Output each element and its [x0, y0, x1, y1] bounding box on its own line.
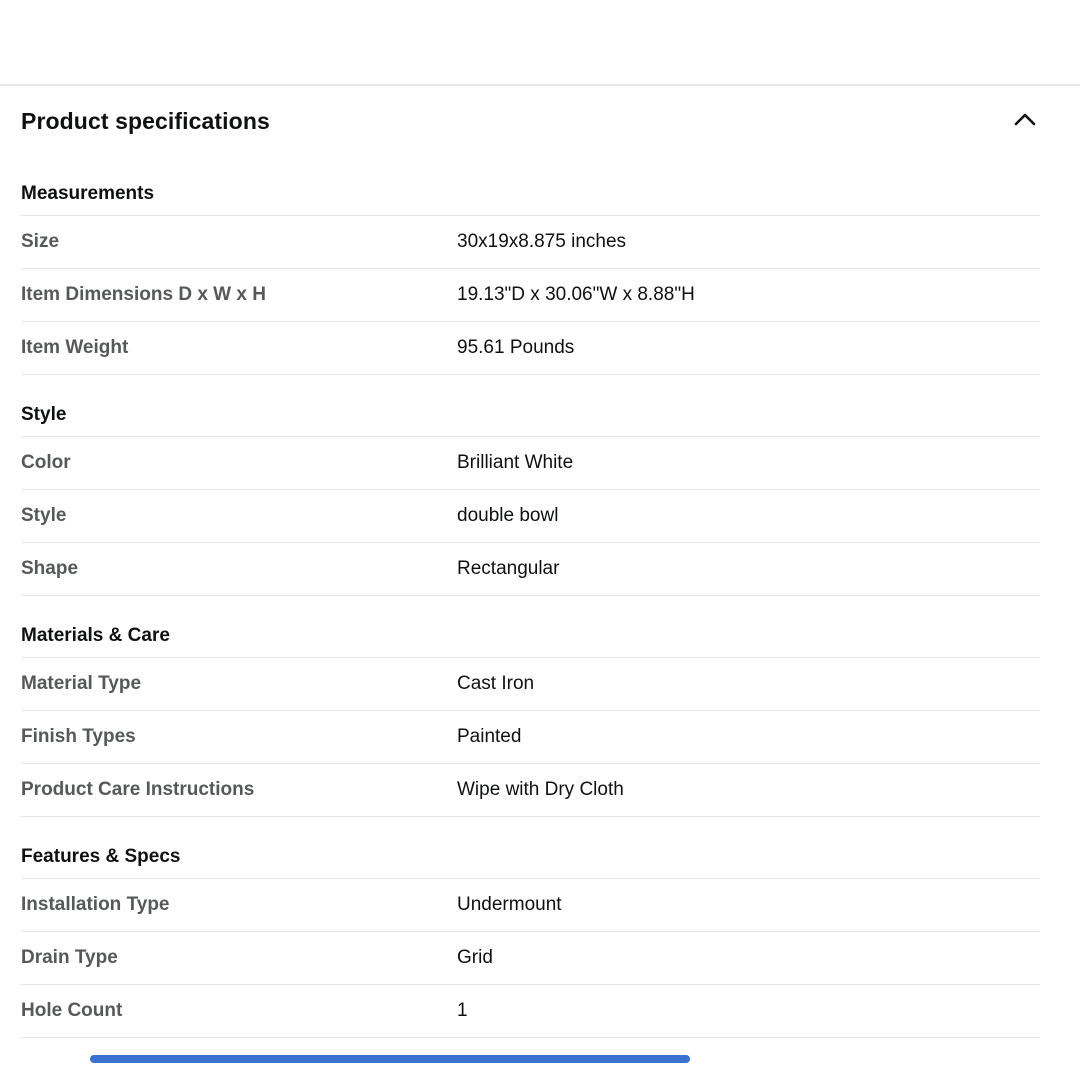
row-label: Finish Types: [21, 726, 136, 747]
section-title: Features & Specs: [21, 844, 1040, 879]
spec-section: [21, 181, 1040, 375]
table-row: [21, 985, 1040, 1038]
row-label: Size: [21, 231, 60, 252]
horizontal-scrollbar-thumb[interactable]: [90, 1055, 690, 1063]
table-row: [21, 932, 1040, 985]
table-row: [21, 322, 1040, 375]
table-row: [21, 269, 1040, 322]
section-title: Style: [21, 402, 1040, 437]
product-specifications-panel: [0, 86, 1080, 1038]
table-row: [21, 711, 1040, 764]
page-title: Product specifications: [21, 108, 270, 134]
row-label: Product Care Instructions: [21, 779, 255, 800]
spec-section: [21, 844, 1040, 1038]
spec-section: [21, 623, 1040, 817]
row-label: Installation Type: [21, 894, 170, 915]
row-label: Color: [21, 452, 71, 473]
row-value: 30x19x8.875 inches: [457, 231, 627, 252]
top-whitespace: [0, 0, 1080, 84]
row-value: Rectangular: [457, 558, 560, 579]
row-value: Painted: [457, 726, 522, 747]
row-label: Drain Type: [21, 947, 118, 968]
table-row: [21, 437, 1040, 490]
row-value: Brilliant White: [457, 452, 574, 473]
row-value: 19.13"D x 30.06"W x 8.88"H: [457, 284, 695, 305]
row-label: Item Weight: [21, 337, 129, 358]
table-row: [21, 658, 1040, 711]
table-row: [21, 764, 1040, 817]
row-value: 95.61 Pounds: [457, 337, 575, 358]
row-label: Material Type: [21, 673, 142, 694]
spec-sections: [21, 181, 1040, 1038]
table-row: [21, 879, 1040, 932]
row-value: Wipe with Dry Cloth: [457, 779, 624, 800]
row-value: double bowl: [457, 505, 559, 526]
row-value: 1: [457, 1000, 468, 1021]
chevron-up-icon: [1014, 113, 1036, 129]
row-value: Grid: [457, 947, 493, 968]
section-title: Materials & Care: [21, 623, 1040, 658]
row-value: Undermount: [457, 894, 562, 915]
table-row: [21, 543, 1040, 596]
table-row: [21, 490, 1040, 543]
table-row: [21, 216, 1040, 269]
spec-section: [21, 402, 1040, 596]
section-title: Measurements: [21, 181, 1040, 216]
row-label: Item Dimensions D x W x H: [21, 284, 266, 305]
row-label: Shape: [21, 558, 79, 579]
collapse-button[interactable]: [1010, 109, 1040, 133]
panel-header: [21, 86, 1040, 136]
row-label: Style: [21, 505, 67, 526]
row-value: Cast Iron: [457, 673, 535, 694]
row-label: Hole Count: [21, 1000, 123, 1021]
